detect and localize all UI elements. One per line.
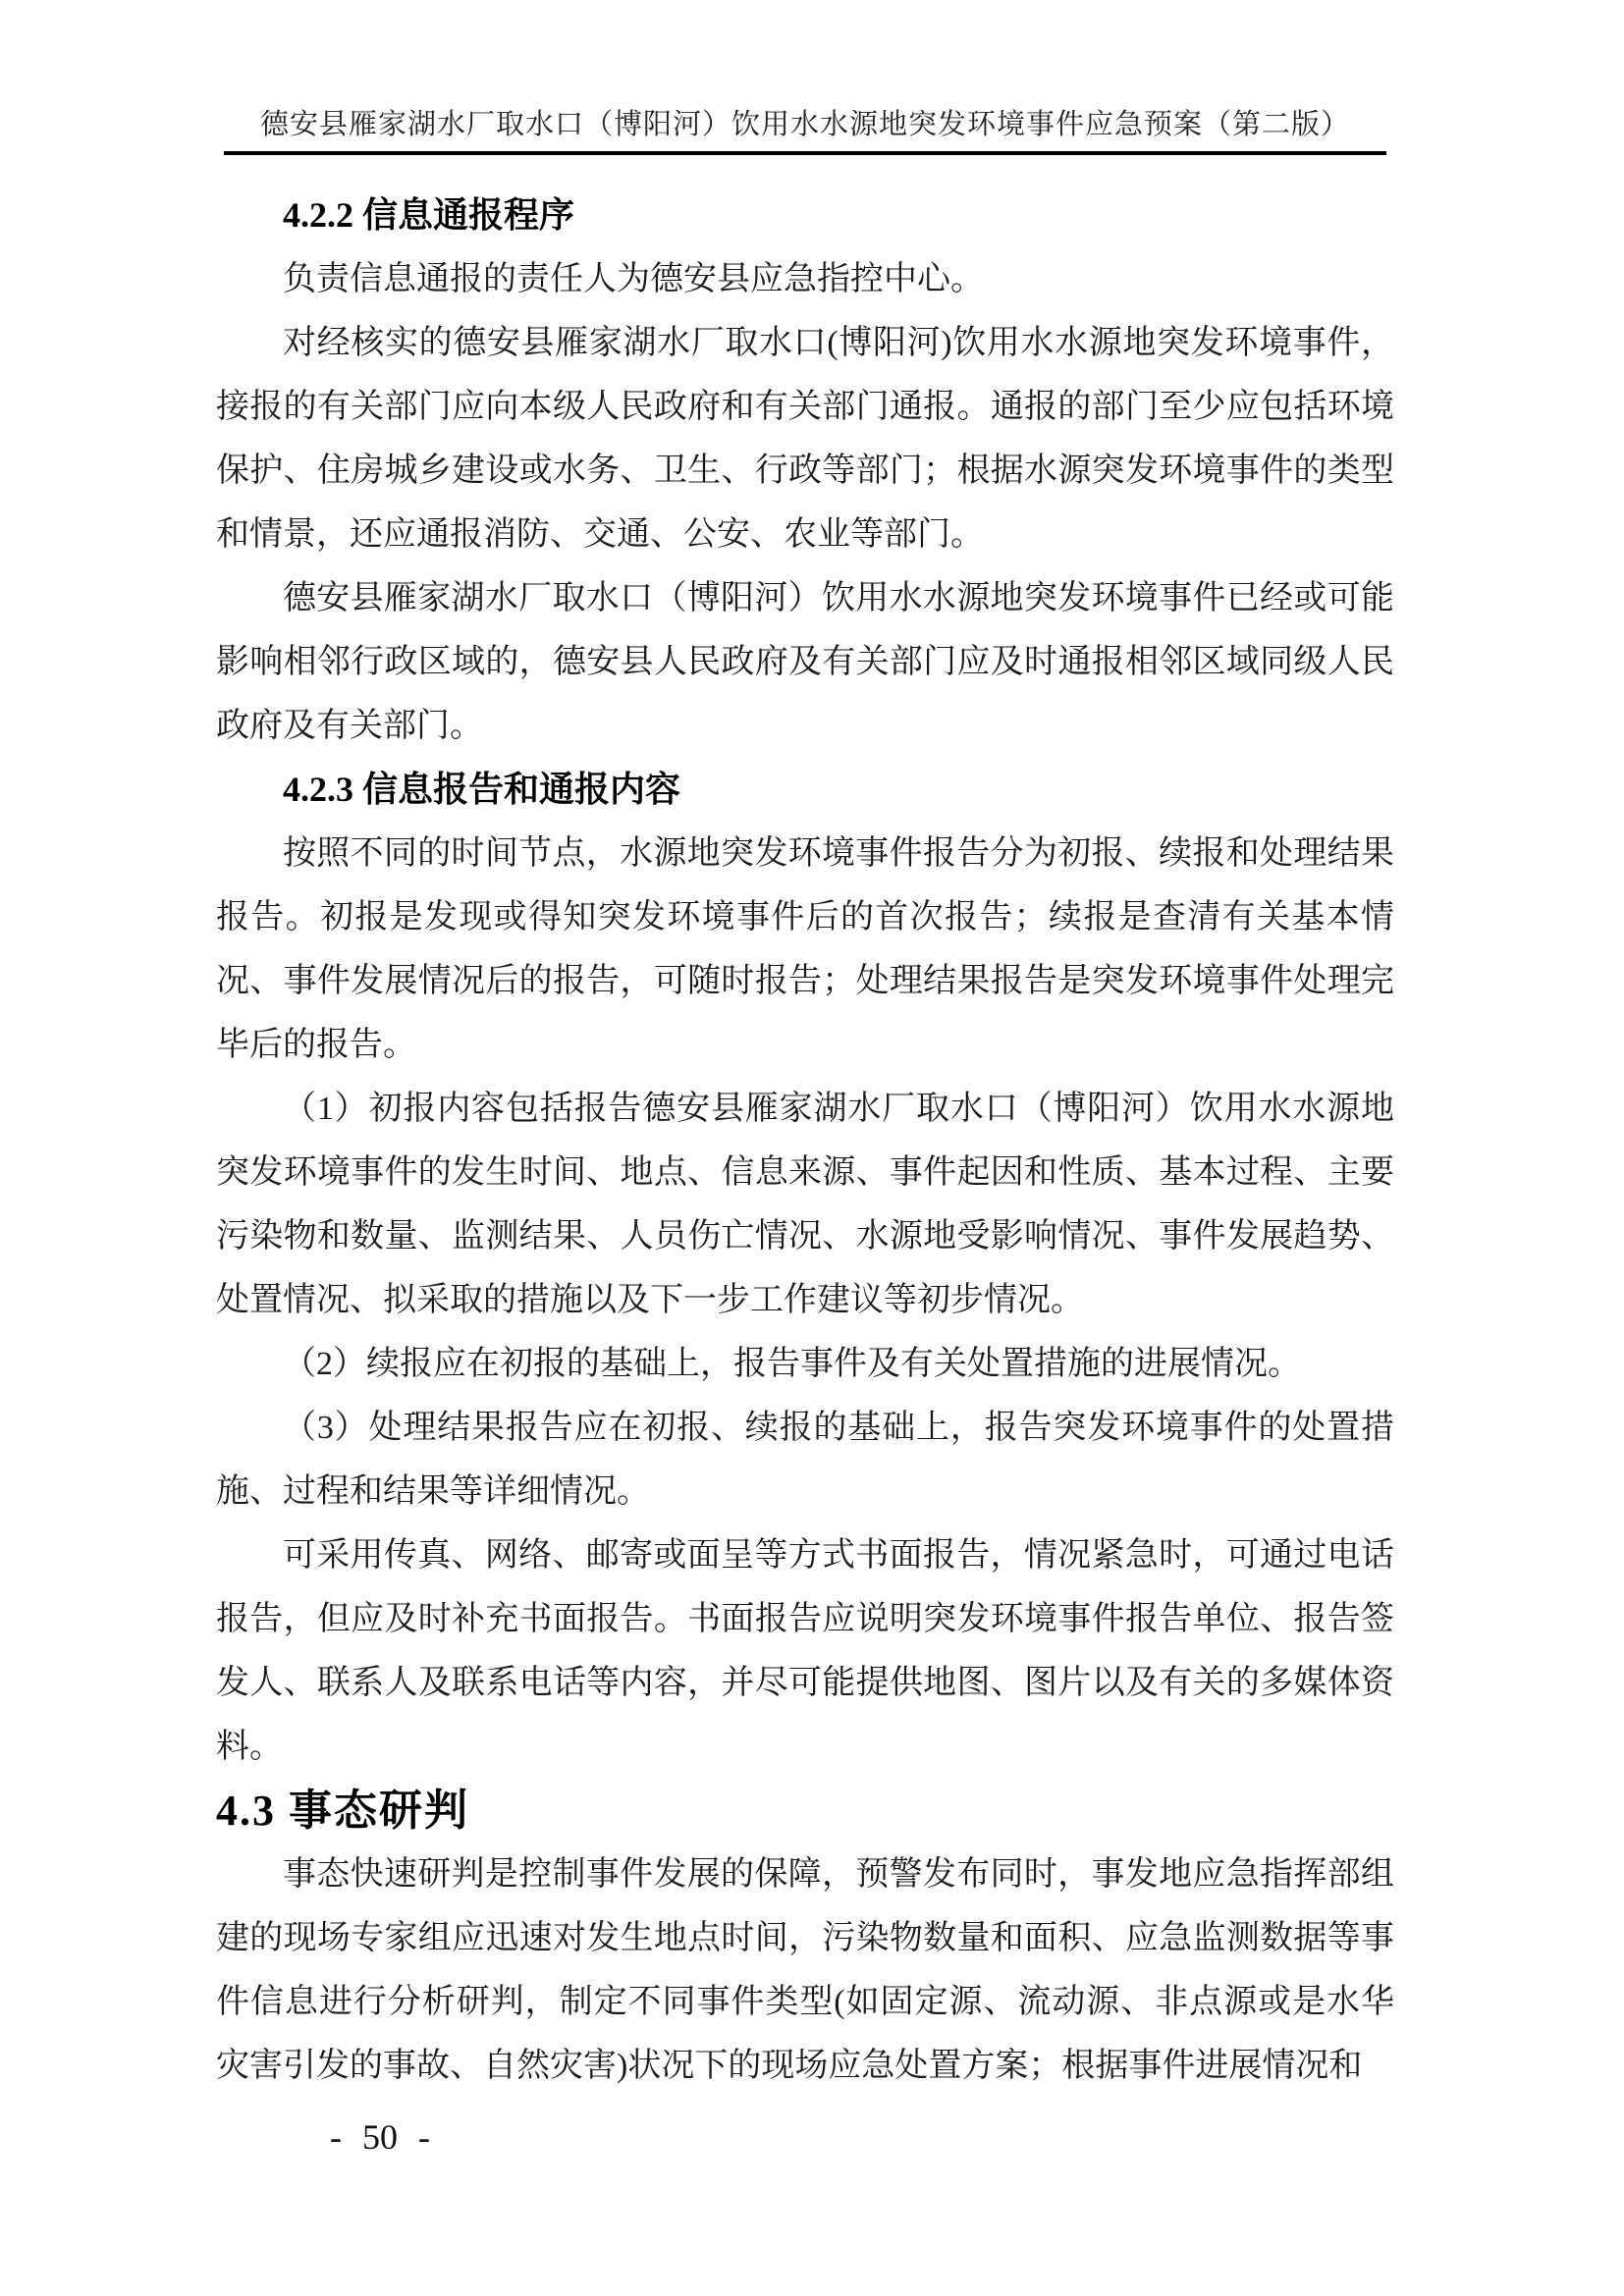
heading-4-3-situation-assessment: 4.3 事态研判	[216, 1787, 469, 1835]
para-situation-assessment: 事态快速研判是控制事件发展的保障，预警发布同时，事发地应急指挥部组建的现场专家组应迅速对发生地点时间，污染物数量和面积、应急监测数据等事件信息进行分析研判，制定不同事件类型(如固定源、流动源、非点源或是水华灾害引发的事故、自然灾害)状况下的现场应急处置方案；根据事件进展情况和	[216, 1856, 1394, 2084]
page-number: - 50 -	[330, 2117, 430, 2157]
para-followup-report: （2）续报应在初报的基础上，报告事件及有关处置措施的进展情况。	[283, 1346, 1301, 1382]
header-rule	[224, 151, 1386, 155]
para-report-types: 按照不同的时间节点，水源地突发环境事件报告分为初报、续报和处理结果报告。初报是发现或得知突发环境事件后的首次报告；续报是查清有关基本情况、事件发展情况后的报告，可随时报告；处理结果报告是突发环境事件处理完毕后的报告。	[216, 835, 1394, 1063]
document-body	[216, 184, 1394, 2098]
para-result-report: （3）处理结果报告应在初报、续报的基础上，报告突发环境事件的处置措施、过程和结果等详细情况。	[216, 1410, 1394, 1510]
heading-4-2-3-report-content: 4.2.3 信息报告和通报内容	[283, 770, 681, 809]
para-cross-region-notification: 德安县雁家湖水厂取水口（博阳河）饮用水水源地突发环境事件已经或可能影响相邻行政区域的，德安县人民政府及有关部门应及时通报相邻区域同级人民政府及有关部门。	[216, 580, 1394, 744]
para-report-methods: 可采用传真、网络、邮寄或面呈等方式书面报告，情况紧急时，可通过电话报告，但应及时补充书面报告。书面报告应说明突发环境事件报告单位、报告签发人、联系人及联系电话等内容，并尽可能提供地图、图片以及有关的多媒体资料。	[216, 1537, 1394, 1765]
heading-4-2-2-information-notification-procedure: 4.2.2 信息通报程序	[283, 195, 575, 235]
para-notification-responsibility: 负责信息通报的责任人为德安县应急指控中心。	[283, 261, 984, 297]
document-header-title: 德安县雁家湖水厂取水口（博阳河）饮用水水源地突发环境事件应急预案（第二版）	[259, 109, 1350, 140]
para-initial-report-content: （1）初报内容包括报告德安县雁家湖水厂取水口（博阳河）饮用水水源地突发环境事件的发生时间、地点、信息来源、事件起因和性质、基本过程、主要污染物和数量、监测结果、人员伤亡情况、水源地受影响情况、事件发展趋势、处置情况、拟采取的措施以及下一步工作建议等初步情况。	[216, 1091, 1394, 1318]
para-notification-departments: 对经核实的德安县雁家湖水厂取水口(博阳河)饮用水水源地突发环境事件，接报的有关部门应向本级人民政府和有关部门通报。通报的部门至少应包括环境保护、住房城乡建设或水务、卫生、行政等部门；根据水源突发环境事件的类型和情景，还应通报消防、交通、公安、农业等部门。	[216, 325, 1394, 553]
